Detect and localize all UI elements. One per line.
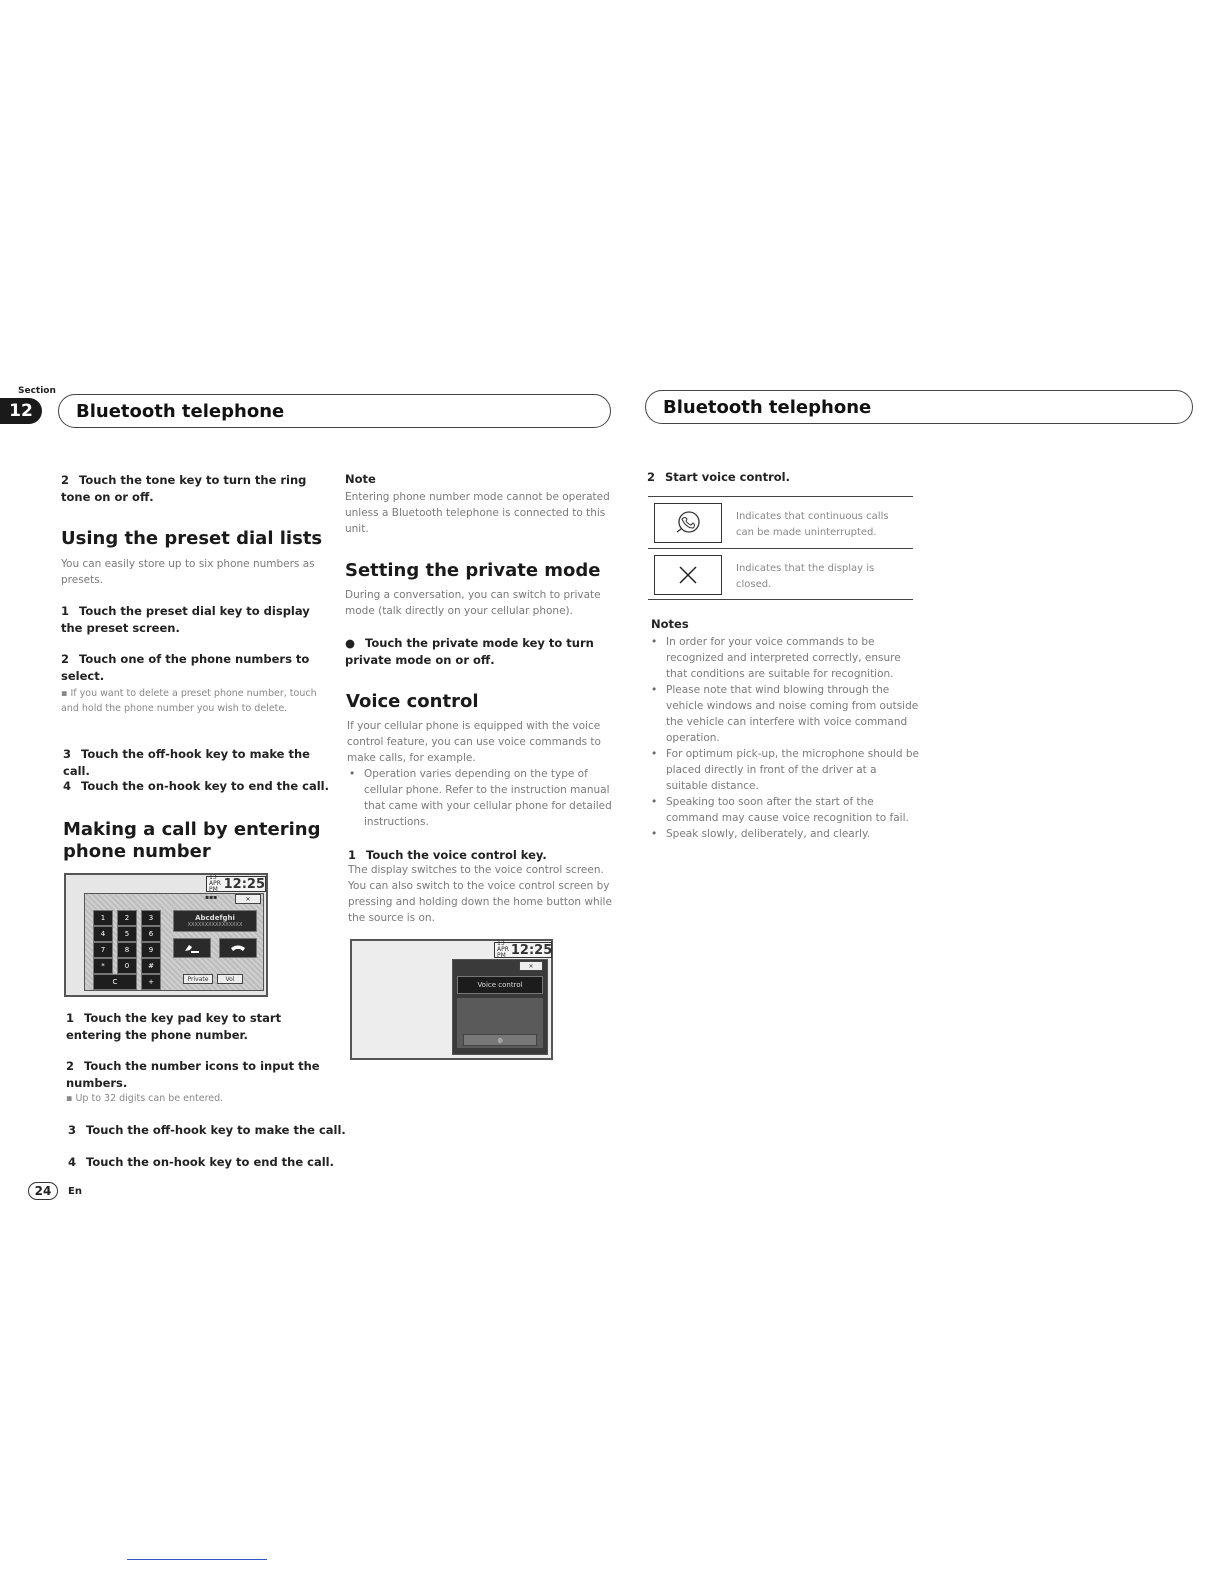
step-text: Touch the off-hook key to make the call. bbox=[63, 747, 310, 778]
clock-ampm: PM bbox=[497, 952, 506, 959]
header-right-title: Bluetooth telephone bbox=[663, 396, 872, 418]
section-number-badge: 12 bbox=[0, 398, 42, 424]
screen-clock bbox=[494, 942, 552, 958]
icon-row-close bbox=[648, 548, 913, 600]
step-text: Touch the on-hook key to end the call. bbox=[86, 1155, 334, 1169]
screen-close-button[interactable]: ✕ bbox=[235, 894, 261, 904]
clock-date-text: 13 APR bbox=[497, 940, 509, 953]
private-mode-intro: During a conversation, you can switch to private mode (talk directly on your cellular phone). bbox=[345, 589, 601, 617]
icon-row-continuous bbox=[648, 496, 913, 548]
preset-step-4 bbox=[63, 778, 333, 795]
preset-bullet bbox=[61, 686, 323, 716]
on-hook-icon bbox=[229, 942, 247, 954]
making-bullet bbox=[66, 1091, 326, 1106]
voice-panel bbox=[452, 959, 548, 1055]
status-icons: ▪▪▪ bbox=[205, 894, 218, 901]
private-button[interactable]: Private bbox=[183, 974, 213, 984]
bullet-dot-icon: ● bbox=[345, 636, 356, 650]
key-3[interactable]: 3 bbox=[141, 910, 161, 926]
square-bullet-icon: ▪ bbox=[66, 1093, 76, 1104]
clock-date bbox=[497, 941, 509, 959]
note-text: Entering phone number mode cannot be operated unless a Bluetooth telephone is connected to this unit. bbox=[345, 491, 610, 535]
page-number: 24 bbox=[28, 1182, 58, 1200]
display-number: XXXXXXXXXXXXXXXX bbox=[187, 922, 243, 928]
clock-time: 12:25 bbox=[510, 942, 553, 958]
private-mode-heading: Setting the private mode bbox=[345, 560, 601, 581]
preset-step-2 bbox=[61, 651, 331, 685]
preset-heading: Using the preset dial lists bbox=[61, 528, 323, 549]
continuous-call-icon: ◎ bbox=[497, 1036, 503, 1044]
making-call-heading: Making a call by entering phone number bbox=[63, 819, 321, 862]
display-name: Abcdefghi bbox=[195, 914, 235, 922]
step-number: 4 bbox=[63, 779, 72, 793]
notes-list bbox=[649, 634, 919, 842]
note-heading: Note bbox=[345, 472, 376, 486]
clock-ampm: PM bbox=[209, 886, 218, 893]
step-text: Touch the off-hook key to make the call. bbox=[86, 1123, 346, 1137]
list-item: • In order for your voice commands to be recognized and interpreted correctly, ensure that conditions are suitable for recognition. bbox=[649, 634, 919, 682]
on-hook-button[interactable] bbox=[219, 938, 257, 958]
icon-box bbox=[654, 555, 722, 595]
step-number: 2 bbox=[61, 473, 70, 487]
icon-description: Indicates that continuous calls can be made uninterrupted. bbox=[736, 511, 889, 538]
step-text: Touch the voice control key. bbox=[366, 848, 547, 862]
list-item: • Speaking too soon after the start of the command may cause voice recognition to fail. bbox=[649, 794, 919, 826]
making-step-4 bbox=[68, 1154, 348, 1171]
bullet-text: If you want to delete a preset phone number, touch and hold the phone number you wish to delete. bbox=[61, 688, 317, 714]
voice-step-1-desc: The display switches to the voice control screen. You can also switch to the voice control screen by pressing and holding down the home button while the source is on. bbox=[348, 864, 612, 924]
screen-clock bbox=[206, 876, 266, 892]
header-left bbox=[58, 394, 611, 428]
keypad-panel bbox=[84, 893, 264, 991]
off-hook-button[interactable] bbox=[173, 938, 211, 958]
key-4[interactable]: 4 bbox=[93, 926, 113, 942]
notes-heading: Notes bbox=[651, 617, 689, 631]
voice-control-title: Voice control bbox=[457, 976, 543, 994]
continuous-call-icon bbox=[673, 510, 703, 536]
number-display bbox=[173, 910, 257, 932]
making-step-3 bbox=[68, 1122, 348, 1139]
header-right bbox=[645, 390, 1193, 424]
step-text: Touch the tone key to turn the ring tone on or off. bbox=[61, 473, 307, 504]
keypad-screen bbox=[64, 873, 268, 997]
key-0[interactable]: 0 bbox=[117, 958, 137, 974]
key-plus[interactable]: + bbox=[141, 974, 161, 990]
step-text: Start voice control. bbox=[665, 470, 790, 484]
voice-control-intro: If your cellular phone is equipped with the voice control feature, you can use voice commands to make calls, for example. bbox=[347, 720, 601, 764]
list-item: • Please note that wind blowing through the vehicle windows and noise coming from outside the vehicle can interfere with voice command operation. bbox=[649, 682, 919, 746]
ring-tone-step bbox=[61, 472, 331, 506]
step-text: Touch the on-hook key to end the call. bbox=[81, 779, 329, 793]
preset-step-1 bbox=[61, 603, 331, 637]
key-5[interactable]: 5 bbox=[117, 926, 137, 942]
step-number: 2 bbox=[61, 652, 70, 666]
key-2[interactable]: 2 bbox=[117, 910, 137, 926]
step-number: 3 bbox=[63, 747, 72, 761]
step-text: Touch one of the phone numbers to select. bbox=[61, 652, 310, 683]
icon-box bbox=[654, 503, 722, 543]
section-label: Section bbox=[18, 386, 56, 396]
list-item: • For optimum pick-up, the microphone should be placed directly in front of the driver at a suitable distance. bbox=[649, 746, 919, 794]
list-item: • Speak slowly, deliberately, and clearly. bbox=[649, 826, 919, 842]
clock-date-text: 13 APR bbox=[209, 874, 221, 887]
volume-button[interactable]: Vol bbox=[217, 974, 243, 984]
step-text: Touch the key pad key to start entering the phone number. bbox=[66, 1011, 282, 1042]
square-bullet-icon: ▪ bbox=[61, 688, 71, 699]
making-step-1 bbox=[66, 1010, 336, 1044]
making-step-2 bbox=[66, 1058, 326, 1092]
start-voice-step bbox=[647, 469, 917, 486]
off-hook-icon bbox=[183, 942, 201, 954]
icon-description: Indicates that the display is closed. bbox=[736, 563, 875, 590]
key-clear[interactable]: C bbox=[93, 974, 137, 990]
private-mode-step bbox=[345, 635, 607, 669]
header-left-title: Bluetooth telephone bbox=[76, 400, 285, 422]
step-number: 1 bbox=[348, 848, 357, 862]
step-number: 3 bbox=[68, 1123, 77, 1137]
key-hash[interactable]: # bbox=[141, 958, 161, 974]
key-6[interactable]: 6 bbox=[141, 926, 161, 942]
step-text: Touch the private mode key to turn private mode on or off. bbox=[345, 636, 594, 667]
icon-legend-table bbox=[648, 496, 913, 600]
step-number: 1 bbox=[61, 604, 70, 618]
key-star[interactable]: * bbox=[93, 958, 113, 974]
divider bbox=[127, 1559, 267, 1560]
continuous-call-button[interactable] bbox=[463, 1034, 537, 1046]
bullet-text: Up to 32 digits can be entered. bbox=[75, 1093, 224, 1104]
screen-close-button[interactable]: ✕ bbox=[519, 961, 543, 971]
voice-control-screen bbox=[350, 939, 553, 1060]
preset-step-3 bbox=[63, 746, 333, 780]
clock-date bbox=[209, 875, 222, 893]
step-text: Touch the number icons to input the numbers. bbox=[66, 1059, 320, 1090]
column-1 bbox=[61, 472, 331, 506]
close-icon bbox=[677, 564, 699, 586]
key-7[interactable]: 7 bbox=[93, 942, 113, 958]
key-8[interactable]: 8 bbox=[117, 942, 137, 958]
key-1[interactable]: 1 bbox=[93, 910, 113, 926]
step-number: 2 bbox=[66, 1059, 75, 1073]
step-number: 1 bbox=[66, 1011, 75, 1025]
clock-time: 12:25 bbox=[223, 876, 265, 892]
preset-intro: You can easily store up to six phone numbers as presets. bbox=[61, 558, 315, 586]
key-9[interactable]: 9 bbox=[141, 942, 161, 958]
voice-control-heading: Voice control bbox=[346, 691, 479, 712]
page-language: En bbox=[68, 1186, 82, 1197]
step-number: 2 bbox=[647, 470, 656, 484]
step-text: Touch the preset dial key to display the preset screen. bbox=[61, 604, 310, 635]
step-number: 4 bbox=[68, 1155, 77, 1169]
voice-control-bullets bbox=[347, 766, 615, 830]
list-item: • Operation varies depending on the type of cellular phone. Refer to the instruction manual that came with your cellular phone for detailed instructions. bbox=[347, 766, 615, 830]
